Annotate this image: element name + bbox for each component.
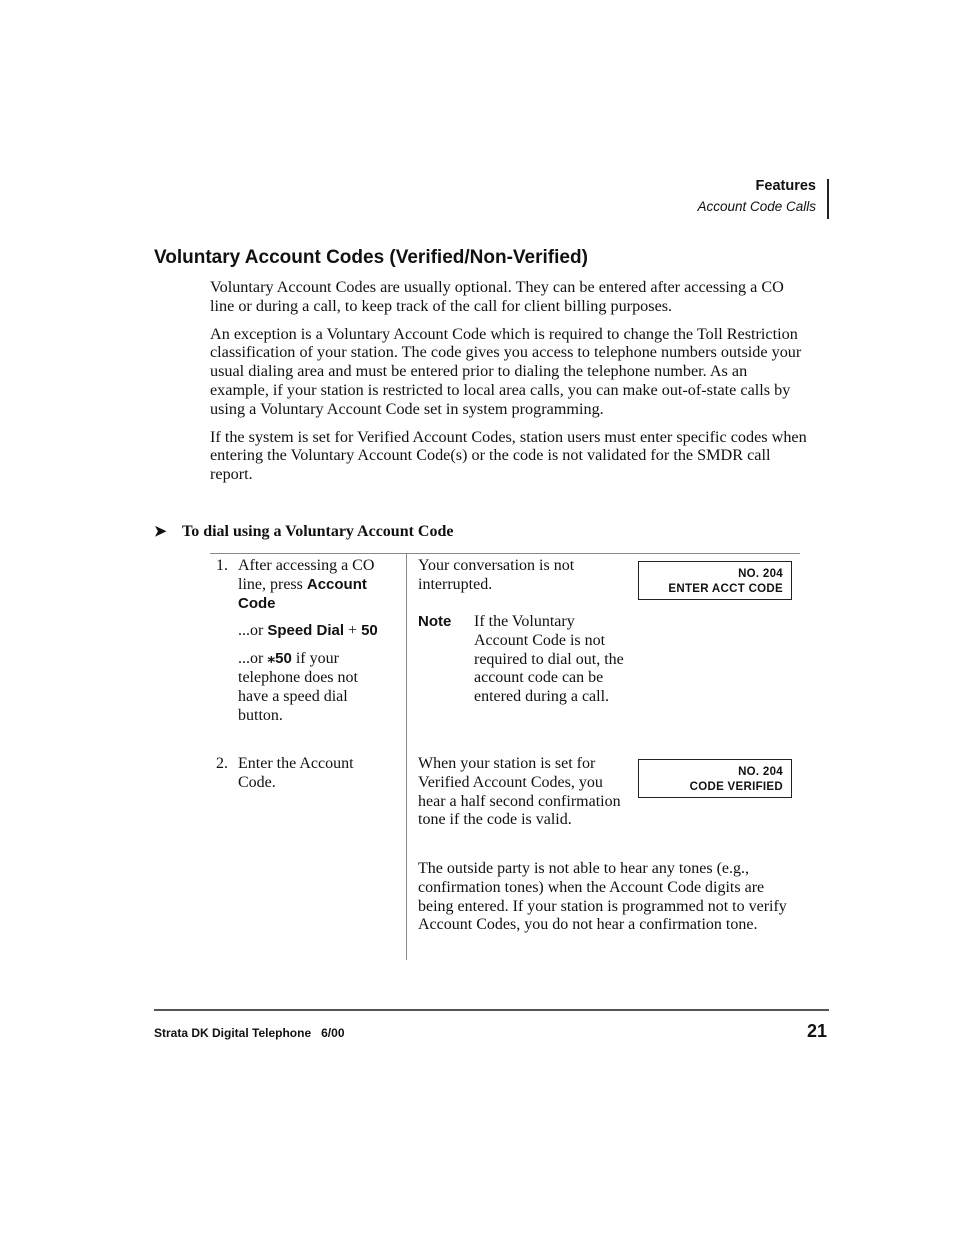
plus-sign: + [344, 622, 362, 640]
step-1-line-2-text: ...or [238, 622, 268, 640]
steps-top-rule [210, 553, 800, 554]
step-1-line-1 [238, 557, 388, 613]
running-head-rule [827, 179, 829, 219]
lcd-2-line-1: NO. 204 [738, 766, 783, 778]
step-1-description-text: Your conversation is not interrupted. [418, 557, 575, 593]
intro-paragraph-2: An exception is a Voluntary Account Code which is required to change the Toll Restriction classification of your station. The code gives you access to telephone numbers outside your usual dialing area and must be entered prior to dialing the telephone number. As an example, if your station is restricted to local area calls, you can make out-of-state calls by using a Voluntary Account Code set in system programming. [210, 324, 802, 418]
page-number: 21 [806, 1021, 827, 1041]
step-1-number: 1. [216, 557, 228, 574]
lcd-1-line-1: NO. 204 [738, 568, 783, 580]
step-1-line-3-suffix: if your telephone does not have a speed dial button. [238, 650, 358, 724]
lcd-2-line-2: CODE VERIFIED [689, 781, 783, 793]
intro-text [210, 278, 810, 493]
step-2-description-text: When your station is set for Verified Account Codes, you hear a half second confirmation tone if the code is valid. [418, 755, 621, 829]
star-50-key: ⁎50 [267, 650, 292, 668]
step-1-line-2 [238, 622, 388, 641]
lcd-1-line-2: ENTER ACCT CODE [668, 583, 783, 595]
account-code-key: Account Code [238, 575, 367, 612]
step-1-line-1-text: After accessing a CO line, press [238, 557, 375, 593]
step-2-extra-description [418, 860, 798, 935]
note-text: If the Voluntary Account Code is not required to dial out, the account code can be entered during a call. [474, 613, 624, 706]
code-50-key: 50 [361, 622, 378, 640]
step-1-description [418, 557, 623, 595]
lcd-display-1 [638, 561, 792, 600]
steps-column-divider [406, 553, 407, 960]
intro-paragraph-3: If the system is set for Verified Account Codes, station users must enter specific codes when entering the Voluntary Account Code(s) or the code is not validated for the SMDR call report. [210, 427, 807, 484]
step-2-text: Enter the Account Code. [238, 755, 354, 791]
footer-rule [154, 1009, 829, 1011]
step-2-number: 2. [216, 755, 228, 772]
procedure-title [154, 522, 453, 541]
intro-paragraph-1: Voluntary Account Codes are usually optional. They can be entered after accessing a CO line or during a call, to keep track of the call for client billing purposes. [210, 278, 784, 315]
step-2-extra-text: The outside party is not able to hear any tones (e.g., confirmation tones) when the Account Code digits are being entered. If your station is programmed not to verify Account Codes, you do not hear a confirmation tone. [418, 860, 787, 934]
note-label: Note [418, 613, 452, 630]
running-head [697, 176, 816, 218]
arrow-icon: ➤ [154, 524, 167, 540]
speed-dial-key: Speed Dial [267, 622, 345, 640]
running-head-subsection: Account Code Calls [697, 199, 816, 214]
step-1-line-3 [238, 650, 388, 725]
step-1-line-3-text: ...or [238, 650, 268, 668]
step-1-text [238, 557, 388, 734]
footer-title: Strata DK Digital Telephone 6/00 [154, 1026, 345, 1040]
section-heading: Voluntary Account Codes (Verified/Non-Verified) [154, 247, 588, 268]
step-2-description [418, 755, 628, 830]
lcd-display-2 [638, 759, 792, 798]
procedure-title-text: To dial using a Voluntary Account Code [182, 523, 454, 540]
running-head-section: Features [755, 178, 816, 194]
